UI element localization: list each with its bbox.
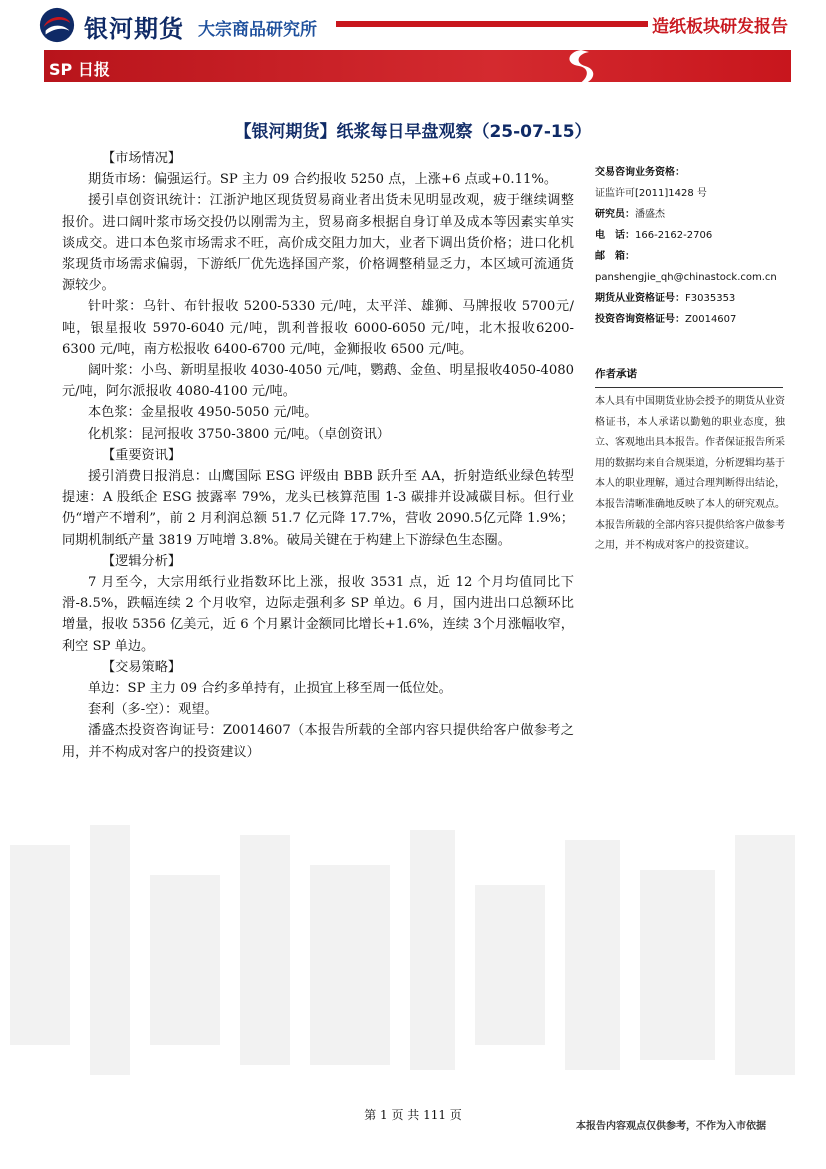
researcher-name: 潘盛杰 <box>635 209 665 220</box>
pledge-text: 本人具有中国期货业协会授予的期货从业资格证书，本人承诺以勤勉的职业态度，独立、客观地出具本报告。作者保证报告所采用的数据均来自合规渠道，分析逻辑均基于本人的职业理解，通过合理判断得出结论，本报告清晰准确地反映了本人的研究观点。本报告所载的全部内容只提供给客户做参考之用，并不构成对客户的投资建议。 <box>595 396 785 552</box>
unbleached-paragraph: 本色浆：金星报收 4950-5050 元/吨。 <box>88 405 318 421</box>
galaxy-watermark <box>0 815 826 1105</box>
pledge-divider <box>595 387 783 388</box>
sidebar <box>595 162 785 557</box>
arbitrage-strategy: 套利（多-空）：观望。 <box>88 702 218 718</box>
spot-paragraph: 援引卓创资讯统计：江浙沪地区现货贸易商业者出货未见明显改观，疲于继续调整报价。进口阔叶浆市场交投仍以刚需为主，贸易商多根据自身订单及成本等因素实单实谈成交。进口本色浆市场需求不旺，高价成交阻力加大，业者下调出货价格；进口化机浆现货市场需求偏弱，下游纸厂优先选择国产浆，价格调整稍显乏力，本区域可流通货源较少。 <box>62 193 574 294</box>
qualification-label: 交易咨询业务资格： <box>595 167 685 178</box>
banner-label: SP 日报 <box>49 60 110 79</box>
futures-cert-label: 期货从业资格证号： <box>595 293 685 304</box>
phone-number: 166-2162-2706 <box>635 230 713 241</box>
news-paragraph: 援引消费日报消息：山鹰国际 ESG 评级由 BBB 跃升至 AA，折射造纸业绿色转型提速：A 股纸企 ESG 披露率 79%，龙头已核算范围 1-3 碳排并设减碳目标。但行业仍“增产不增利”，前 2 月利润总额 51.7 亿元降 17.7%，营收 2090.5亿元降 1.9%；同期机制纸产量 3819 万吨增 3.8%。破局关键在于构建上下游绿色生态圈。 <box>62 469 574 548</box>
futures-paragraph: 期货市场：偏强运行。SP 主力 09 合约报收 5250 点，上涨+6 点或+0.11%。 <box>88 172 558 188</box>
phone-label: 电 话： <box>595 230 635 241</box>
page-number: 第 1 页 共 111 页 <box>364 1108 462 1122</box>
softwood-paragraph: 针叶浆：乌针、布针报收 5200-5330 元/吨，太平洋、雄狮、马牌报收 5700元/吨，银星报收 5970-6040 元/吨，凯利普报收 6000-6050 元/吨，北木报收6200-6300 元/吨，南方松报收 6400-6700 元/吨，金狮报收 6500 元/吨。 <box>62 299 574 357</box>
email-address[interactable]: panshengjie_qh@chinastock.com.cn <box>595 272 777 283</box>
advisory-cert-label: 投资咨询资格证号： <box>595 314 685 325</box>
single-side-strategy: 单边：SP 主力 09 合约多单持有，止损宜上移至周一低位处。 <box>88 681 452 697</box>
license-number: 证监许可[2011]1428 号 <box>595 188 707 199</box>
logic-paragraph: 7 月至今，大宗用纸行业指数环比上涨，报收 3531 点，近 12 个月均值同比下滑-8.5%，跌幅连续 2 个月收窄，边际走强利多 SP 单边。6 月，国内进出口总额环比增量，报收 5356 亿美元，近 6 个月累计金额同比增长+1.6%，连续 3个月涨幅收窄，利空 SP 单边。 <box>62 575 574 654</box>
logo-text: 银河期货 <box>84 15 184 43</box>
hardwood-paragraph: 阔叶浆：小鸟、新明星报收 4030-4050 元/吨，鹦鹉、金鱼、明星报收4050-4080 元/吨，阿尔派报收 4080-4100 元/吨。 <box>62 363 574 400</box>
banner-swoosh-icon <box>555 46 605 90</box>
section-heading-news: 【重要资讯】 <box>102 447 182 463</box>
section-heading-market: 【市场情况】 <box>102 151 182 166</box>
institute-name: 大宗商品研究所 <box>198 20 317 40</box>
chemi-mech-paragraph: 化机浆：昆河报收 3750-3800 元/吨。（卓创资讯） <box>88 426 390 442</box>
advisory-cert-number: Z0014607 <box>685 314 737 325</box>
researcher-label: 研究员： <box>595 209 635 220</box>
main-content <box>62 148 574 763</box>
section-heading-logic: 【逻辑分析】 <box>102 553 182 569</box>
report-banner <box>44 50 791 82</box>
futures-cert-number: F3035353 <box>685 293 736 304</box>
report-type: 造纸板块研发报告 <box>652 17 788 37</box>
advisor-note: 潘盛杰投资咨询证号：Z0014607（本报告所载的全部内容只提供给客户做参考之用，并不构成对客户的投资建议） <box>62 723 574 760</box>
pledge-title: 作者承诺 <box>595 368 637 380</box>
email-label: 邮 箱： <box>595 251 635 262</box>
section-heading-strategy: 【交易策略】 <box>102 659 182 675</box>
header-divider <box>336 21 648 27</box>
page-title: 【银河期货】纸浆每日早盘观察（25-07-15） <box>234 122 592 142</box>
galaxy-logo-icon <box>38 6 76 44</box>
footer-disclaimer: 本报告内容观点仅供参考，不作为入市依据 <box>576 1121 766 1132</box>
